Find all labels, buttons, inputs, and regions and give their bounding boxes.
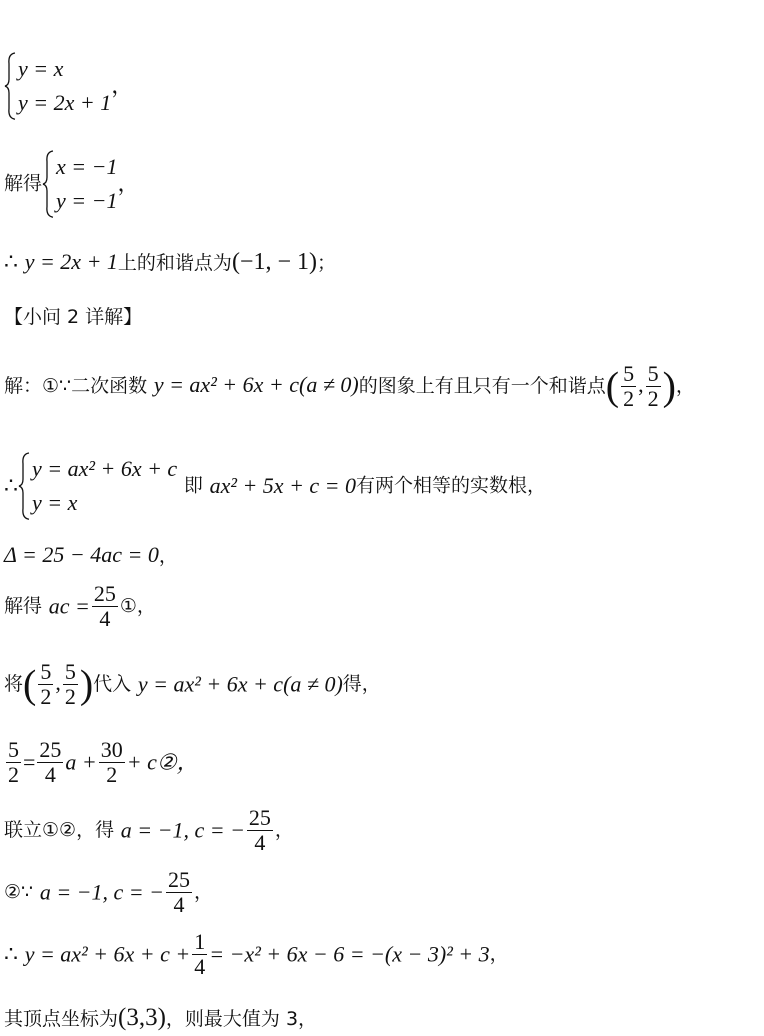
system-brace-2 bbox=[42, 150, 117, 218]
vertex-point: (3,3) bbox=[118, 1004, 166, 1031]
max-value-text: ，则最大值为 3， bbox=[165, 1008, 318, 1030]
ac-value-line bbox=[4, 582, 156, 631]
therefore-symbol-3: ∴ bbox=[4, 941, 18, 967]
system-1-eq1: y = x bbox=[18, 56, 64, 81]
therefore-symbol-2: ∴ bbox=[4, 473, 18, 499]
solution-prefix: 解：①∵二次函数 bbox=[4, 375, 148, 398]
system-2-tail: ， bbox=[117, 171, 140, 197]
fraction-1-4: $\frac{1}{4}$ bbox=[194, 929, 206, 980]
solve-label: 解得 bbox=[4, 172, 43, 195]
system-3-eq1: y = ax² + 6x + c bbox=[32, 456, 178, 481]
vertex-form-line bbox=[4, 930, 509, 979]
substitute-tail: 得， bbox=[342, 673, 381, 696]
harmony-point-value: (−1, − 1) bbox=[231, 249, 317, 275]
line-7-tail: ， bbox=[158, 545, 178, 567]
solution-intro-line: 解：①∵二次函数 y = ax² + 6x + c(a ≠ 0)的图象上有且只有一个和谐点( $\frac{5}{2}$ , $\frac{5}{2}$ )， bbox=[4, 361, 695, 412]
substitute-line: 将( $\frac{5}{2}$ , $\frac{5}{2}$ )代入 y = ax² + 6x + c(a ≠ 0)得， bbox=[4, 659, 381, 710]
vertex-form-part2: = −x² + 6x − 6 = −(x − 3)² + 3 bbox=[209, 941, 490, 967]
line-equation: y = 2x + 1 bbox=[24, 249, 118, 274]
quadratic-function: y = ax² + 6x + c(a ≠ 0) bbox=[153, 372, 359, 398]
frac-10-1: $\frac{5}{2}$ bbox=[8, 737, 19, 788]
fraction-12: $\frac{25}{4}$ bbox=[167, 867, 190, 918]
harmony-point-text: 上的和谐点为 bbox=[117, 252, 232, 274]
left-paren: ( bbox=[605, 363, 620, 409]
system-brace-1 bbox=[4, 52, 111, 120]
frac-10-3: $\frac{30}{2}$ bbox=[100, 737, 123, 788]
discriminant: Δ = 25 − 4ac = 0 bbox=[4, 542, 159, 567]
fraction-25-4: $\frac{25}{4}$ bbox=[93, 581, 116, 632]
substitute-prefix: 将 bbox=[4, 673, 24, 696]
ac-prefix: 解得 bbox=[4, 595, 43, 618]
system-2-eq2: y = −1 bbox=[56, 188, 118, 214]
system-2-eq1: x = −1 bbox=[56, 154, 118, 179]
system-3-eq2: y = x bbox=[32, 490, 78, 516]
fraction-5-2-b: $\frac{5}{2}$ bbox=[647, 361, 659, 412]
equation-2-line bbox=[4, 738, 199, 787]
a-plus: a + bbox=[65, 749, 97, 775]
substitute-text: 代入 bbox=[93, 673, 132, 696]
system-equations-1 bbox=[4, 52, 133, 120]
because-line bbox=[4, 868, 213, 917]
therefore-symbol: ∴ bbox=[4, 249, 18, 274]
right-paren-2: ) bbox=[79, 661, 94, 707]
ac-tail: ①， bbox=[119, 595, 156, 618]
system-brace-3 bbox=[18, 452, 177, 520]
fraction-5-2-c: $\frac{5}{2}$ bbox=[40, 659, 52, 710]
vertex-tail: ， bbox=[489, 943, 509, 966]
because-tail: ， bbox=[193, 881, 213, 904]
combine-prefix: 联立①②，得 bbox=[4, 819, 115, 842]
system-1-eq2: y = 2x + 1 bbox=[18, 90, 112, 116]
eq-sign: = bbox=[23, 749, 36, 775]
combine-values: a = −1, c = − bbox=[120, 817, 245, 843]
fraction-5-2-a: $\frac{5}{2}$ bbox=[623, 361, 635, 412]
because-values: a = −1, c = − bbox=[39, 879, 164, 905]
section-heading: 【小问 2 详解】 bbox=[4, 306, 143, 328]
c-tail: + c②， bbox=[126, 749, 199, 775]
ji-label: 即 bbox=[183, 474, 203, 497]
line-5-tail: ， bbox=[675, 375, 695, 398]
system-1-tail: ， bbox=[111, 73, 134, 99]
vertex-prefix: 其顶点坐标为 bbox=[4, 1008, 119, 1030]
right-paren: ) bbox=[662, 363, 676, 409]
equal-roots-text: 有两个相等的实数根， bbox=[356, 474, 547, 497]
discriminant-line bbox=[4, 544, 178, 566]
fraction-5-2-d: $\frac{5}{2}$ bbox=[64, 659, 76, 710]
because-prefix: ②∵ bbox=[4, 881, 34, 904]
vertex-coordinate-line bbox=[4, 1005, 317, 1030]
left-paren-2: ( bbox=[23, 661, 37, 707]
solution-system bbox=[4, 150, 140, 218]
conclusion-line-1 bbox=[4, 250, 336, 274]
combine-line bbox=[4, 806, 294, 855]
system-equations-3 bbox=[4, 452, 546, 520]
reduced-equation: ax² + 5x + c = 0 bbox=[209, 473, 357, 499]
conclusion-tail: ； bbox=[317, 252, 337, 274]
combine-tail: ， bbox=[274, 819, 294, 842]
graph-text: 的图象上有且只有一个和谐点 bbox=[358, 375, 606, 398]
substitute-function: y = ax² + 6x + c(a ≠ 0) bbox=[137, 671, 343, 697]
ac-equation: ac = bbox=[48, 593, 90, 619]
frac-10-2: $\frac{25}{4}$ bbox=[39, 737, 62, 788]
vertex-form-part1: y = ax² + 6x + c + bbox=[24, 941, 191, 967]
fraction-11: $\frac{25}{4}$ bbox=[248, 805, 271, 856]
